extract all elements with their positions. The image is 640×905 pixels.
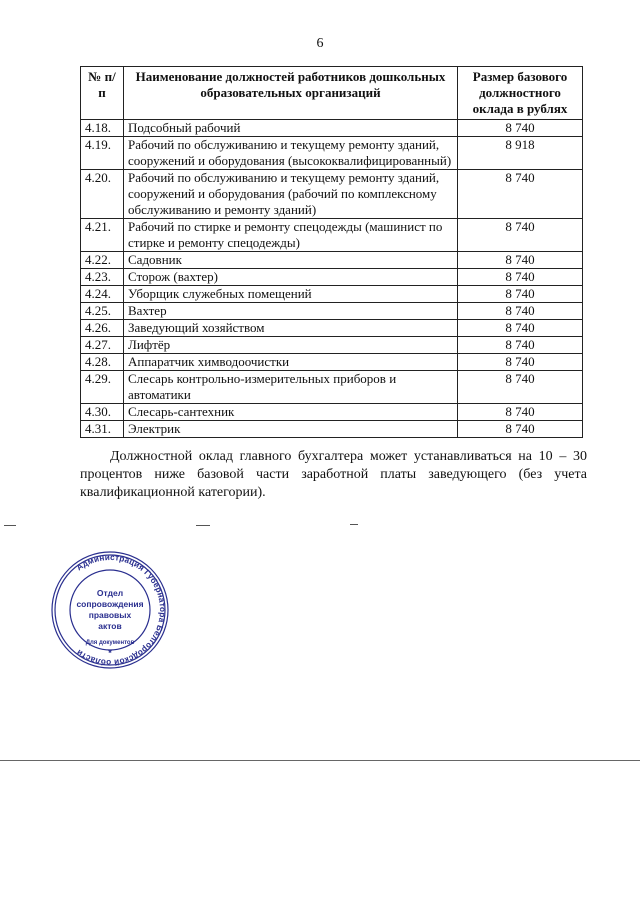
table-row <box>81 219 583 252</box>
salary-table <box>80 66 583 438</box>
stamp-line: сопровождения <box>76 599 144 609</box>
row-salary: 8 740 <box>458 286 583 303</box>
row-salary: 8 740 <box>458 120 583 137</box>
row-salary: 8 740 <box>458 252 583 269</box>
row-position-name: Электрик <box>124 421 458 438</box>
footnote-text: Должностной оклад главного бухгалтера может устанавливаться на 10 – 30 процентов ниже базовой части заработной платы заведующего (без учета квалификационной категории). <box>80 449 587 500</box>
row-position-name: Рабочий по обслуживанию и текущему ремонту зданий, сооружений и оборудования (рабочий по комплексному обслуживанию и ремонту зданий) <box>124 170 458 219</box>
row-number: 4.26. <box>81 320 124 337</box>
table-row <box>81 137 583 170</box>
row-position-name: Слесарь контрольно-измерительных приборов и автоматики <box>124 371 458 404</box>
stamp-outer-text: Администрация Губернатора Белгородской области <box>74 552 168 668</box>
row-salary: 8 740 <box>458 337 583 354</box>
row-position-name: Подсобный рабочий <box>124 120 458 137</box>
stamp-line: актов <box>98 621 122 631</box>
row-salary: 8 740 <box>458 354 583 371</box>
row-number: 4.19. <box>81 137 124 170</box>
row-salary: 8 740 <box>458 404 583 421</box>
row-number: 4.27. <box>81 337 124 354</box>
row-number: 4.30. <box>81 404 124 421</box>
table-row <box>81 337 583 354</box>
row-position-name: Заведующий хозяйством <box>124 320 458 337</box>
table-row <box>81 404 583 421</box>
row-salary: 8 918 <box>458 137 583 170</box>
header-number: № п/п <box>81 67 124 120</box>
row-position-name: Рабочий по обслуживанию и текущему ремонту зданий, сооружений и оборудования (высококвалифицированный) <box>124 137 458 170</box>
table-row <box>81 252 583 269</box>
table-body <box>81 120 583 438</box>
star-icon: * <box>108 648 112 658</box>
row-number: 4.29. <box>81 371 124 404</box>
row-number: 4.24. <box>81 286 124 303</box>
stamp-line: правовых <box>88 610 132 620</box>
row-salary: 8 740 <box>458 303 583 320</box>
row-salary: 8 740 <box>458 170 583 219</box>
table-row <box>81 354 583 371</box>
row-number: 4.23. <box>81 269 124 286</box>
row-number: 4.22. <box>81 252 124 269</box>
row-salary: 8 740 <box>458 421 583 438</box>
page-bottom-line <box>0 760 640 761</box>
header-salary: Размер базового должностного оклада в рублях <box>458 67 583 120</box>
table-row <box>81 120 583 137</box>
row-number: 4.28. <box>81 354 124 371</box>
table-row <box>81 421 583 438</box>
row-salary: 8 740 <box>458 371 583 404</box>
row-position-name: Слесарь-сантехник <box>124 404 458 421</box>
row-position-name: Уборщик служебных помещений <box>124 286 458 303</box>
stamp-line: Отдел <box>96 588 124 598</box>
row-position-name: Лифтёр <box>124 337 458 354</box>
table-row <box>81 170 583 219</box>
row-salary: 8 740 <box>458 219 583 252</box>
table-row <box>81 286 583 303</box>
scan-mark <box>350 524 358 525</box>
table-row <box>81 371 583 404</box>
scan-mark <box>196 525 210 526</box>
header-position-name: Наименование должностей работников дошкольных образовательных организаций <box>124 67 458 120</box>
row-number: 4.25. <box>81 303 124 320</box>
row-position-name: Садовник <box>124 252 458 269</box>
row-position-name: Вахтер <box>124 303 458 320</box>
row-salary: 8 740 <box>458 269 583 286</box>
official-stamp <box>50 548 170 672</box>
table-row <box>81 320 583 337</box>
row-position-name: Рабочий по стирке и ремонту спецодежды (машинист по стирке и ремонту спецодежды) <box>124 219 458 252</box>
row-number: 4.21. <box>81 219 124 252</box>
scan-mark <box>4 525 16 526</box>
row-number: 4.31. <box>81 421 124 438</box>
page-number: 6 <box>316 36 324 51</box>
row-salary: 8 740 <box>458 320 583 337</box>
row-position-name: Сторож (вахтер) <box>124 269 458 286</box>
row-number: 4.20. <box>81 170 124 219</box>
table-row <box>81 303 583 320</box>
table-row <box>81 269 583 286</box>
row-position-name: Аппаратчик химводоочистки <box>124 354 458 371</box>
footnote-paragraph <box>80 448 587 502</box>
row-number: 4.18. <box>81 120 124 137</box>
table-header-row <box>81 67 583 120</box>
stamp-bottom-text: Для документов <box>85 640 135 646</box>
